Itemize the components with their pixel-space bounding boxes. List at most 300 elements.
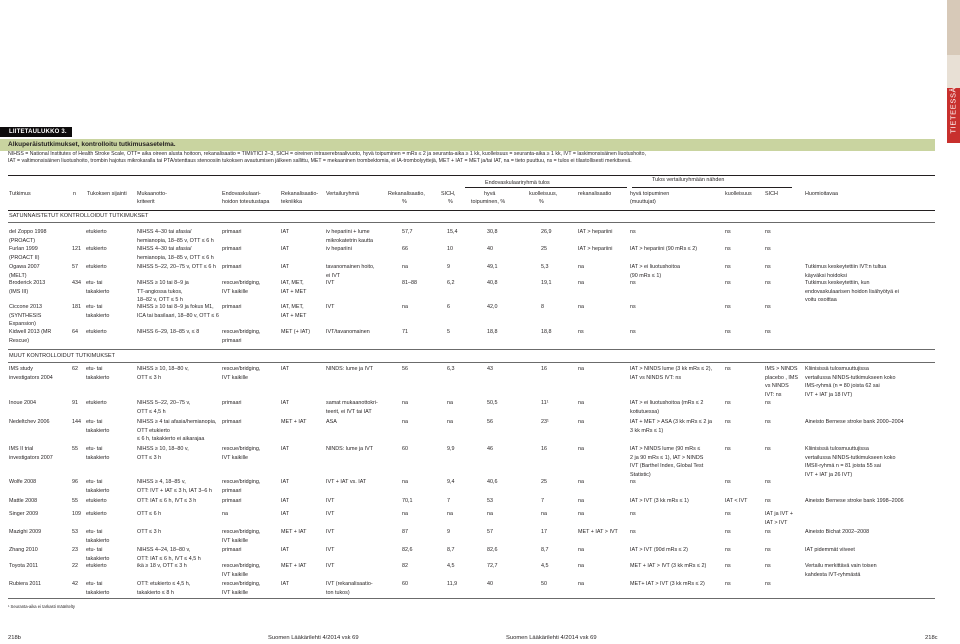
- cell-good-pct: 30,8: [487, 229, 498, 235]
- section-randomized: SATUNNAISTETUT KONTROLLOIDUT TUTKIMUKSET: [9, 213, 149, 219]
- cell-compare-good: ns: [630, 329, 636, 335]
- cell-technique: MET (+ IAT): [281, 329, 311, 335]
- cell-compare-recan: na: [578, 304, 584, 310]
- cell-technique: MET + IAT: [281, 529, 307, 535]
- header-top-rule: [8, 175, 935, 176]
- cell-sich-pct: 7: [447, 498, 450, 504]
- cell-compare-sich: ns: [765, 329, 771, 335]
- cell-sich-pct: 10: [447, 246, 453, 252]
- cell-compare-recan: IAT > hepariini: [578, 229, 613, 235]
- cell-recan-pct: 82: [402, 563, 408, 569]
- cell-study: Nedeltchev 2006: [9, 419, 50, 425]
- col-tech: Rekanalisaatio- tekniikka: [281, 191, 319, 205]
- cell-compare-recan: na: [578, 419, 584, 425]
- cell-notes: Tutkimus keskeytettiin IVT:n tultua käyväksi hoidoksi: [805, 264, 887, 279]
- cell-mort-pct: 8: [541, 304, 544, 310]
- series-tag: LIITETAULUKKO 3.: [0, 127, 72, 137]
- cell-mort-pct: 50: [541, 581, 547, 587]
- cell-compare-recan: na: [578, 479, 584, 485]
- cell-compare-mort: ns: [725, 419, 731, 425]
- cell-mort-pct: 11¹: [541, 400, 549, 406]
- cell-compare-good: IAT > ei liuotushoitoa (90 mRs ≤ 1): [630, 264, 680, 279]
- cell-compare-sich: IMS > NINDS placebo , IMS vs NINDS IVT: ns: [765, 366, 798, 398]
- cell-study: Inoue 2004: [9, 400, 36, 406]
- col-criteria: Mukaanotto- kriteerit: [137, 191, 167, 205]
- cell-good-pct: 82,6: [487, 547, 498, 553]
- cell-sich-pct: 15,4: [447, 229, 458, 235]
- cell-compare-good: ns: [630, 511, 636, 517]
- cell-compare-sich: ns: [765, 581, 771, 587]
- cell-notes: Aineisto Bernese stroke bank 2000–2004: [805, 419, 904, 425]
- cell-study: Toyota 2011: [9, 563, 38, 569]
- cell-technique: IAT: [281, 264, 289, 270]
- cell-endo: rescue/bridging, IVT kaikille: [222, 280, 261, 295]
- cell-compare-recan: IAT > hepariini: [578, 246, 613, 252]
- cell-n: 57: [72, 264, 78, 270]
- cell-n: 22: [72, 563, 78, 569]
- cell-sich-pct: 6,3: [447, 366, 455, 372]
- group-compare: Tulos vertailuryhmään nähden: [652, 177, 725, 183]
- cell-study: Mazighi 2009: [9, 529, 42, 535]
- cell-compare-good: ns: [630, 529, 636, 535]
- cell-technique: IAT: [281, 246, 289, 252]
- cell-criteria: OTT ≤ 6 h: [137, 511, 162, 517]
- cell-compare-sich: ns: [765, 400, 771, 406]
- cell-good-pct: 50,5: [487, 400, 498, 406]
- cell-mort-pct: 16: [541, 366, 547, 372]
- cell-sich-pct: 6,2: [447, 280, 455, 286]
- cell-notes: IAT pidemmät viiveet: [805, 547, 855, 553]
- cell-site: etukierto: [86, 264, 107, 270]
- cell-criteria: ikä ≥ 18 v, OTT ≤ 3 h: [137, 563, 187, 569]
- cell-control: iv hepariini + lume mikrokatetrin kautta: [326, 229, 374, 244]
- cell-compare-sich: IAT ja IVT + IAT > IVT: [765, 511, 794, 526]
- cell-criteria: OTT ≤ 3 h: [137, 529, 162, 535]
- cell-compare-good: IAT + MET > ASA (3 kk mRs ≤ 2 ja 3 kk mRs ≤ 1): [630, 419, 713, 434]
- cell-technique: IAT: [281, 498, 289, 504]
- cell-recan-pct: 60: [402, 581, 408, 587]
- cell-good-pct: 40: [487, 581, 493, 587]
- cell-compare-mort: ns: [725, 529, 731, 535]
- cell-criteria: NIHSS 4–30 tai afasia/ hemianopia, 18–85 v, OTT ≤ 6 h: [137, 246, 214, 261]
- col-mort: kuolleisuus, %: [529, 191, 558, 205]
- cell-criteria: NIHSS 4–24, 18–80 v, OTT: IAT ≤ 6 h, IVT ≤ 4,5 h: [137, 547, 201, 562]
- cell-criteria: OTT: IAT ≤ 6 h, IVT ≤ 3 h: [137, 498, 197, 504]
- cell-technique: IAT: [281, 547, 289, 553]
- cell-recan-pct: 71: [402, 329, 408, 335]
- cell-mort-pct: 25: [541, 246, 547, 252]
- cell-mort-pct: 16: [541, 446, 547, 452]
- abbreviations: [8, 151, 923, 165]
- journal-left: Suomen Lääkärilehti 4/2014 vsk 69: [268, 635, 359, 641]
- cell-compare-mort: ns: [725, 280, 731, 286]
- cell-compare-good: IAT > IVT (3 kk mRs ≤ 1): [630, 498, 689, 504]
- cell-technique: IAT: [281, 581, 289, 587]
- cell-control: iv hepariini: [326, 246, 352, 252]
- table-bottom-rule: [8, 598, 935, 599]
- cell-recan-pct: 81–88: [402, 280, 417, 286]
- side-label: TIETEESSÄ: [948, 86, 958, 134]
- col-c-good: hyvä toipuminen (muuttujat): [630, 191, 670, 205]
- cell-n: 121: [72, 246, 81, 252]
- cell-study: Ogawa 2007 (MELT): [9, 264, 40, 279]
- cell-good-pct: 57: [487, 529, 493, 535]
- cell-mort-pct: 26,9: [541, 229, 552, 235]
- cell-endo: primaari: [222, 498, 242, 504]
- cell-compare-mort: ns: [725, 400, 731, 406]
- col-notes: Huomioitavaa: [805, 191, 838, 197]
- section-nonrandomized-rule: [8, 362, 935, 363]
- cell-control: NINDS: lume ja IVT: [326, 366, 374, 372]
- cell-endo: na: [222, 511, 228, 517]
- cell-compare-mort: ns: [725, 329, 731, 335]
- cell-compare-good: IAT > NINDS lume (90 mRs ≤ 2 ja 90 mRs ≤ 1), IAT > NINDS IVT (Barthel Index, Global Test Statistic): [630, 446, 704, 478]
- cell-site: etu- tai takakierto: [86, 547, 110, 562]
- cell-good-pct: na: [487, 511, 493, 517]
- cell-technique: IAT: [281, 229, 289, 235]
- cell-n: 53: [72, 529, 78, 535]
- cell-control: IVT: [326, 498, 335, 504]
- cell-good-pct: 49,1: [487, 264, 498, 270]
- cell-compare-good: IAT > NINDS lume (3 kk mRs ≤ 2), IAT vs NINDS IVT: ns: [630, 366, 712, 381]
- cell-site: etu- tai takakierto: [86, 366, 110, 381]
- cell-compare-sich: ns: [765, 229, 771, 235]
- cell-sich-pct: 9: [447, 529, 450, 535]
- cell-study: Mattle 2008: [9, 498, 38, 504]
- cell-n: 109: [72, 511, 81, 517]
- cell-control: IVT: [326, 529, 335, 535]
- cell-compare-sich: ns: [765, 563, 771, 569]
- cell-compare-recan: na: [578, 280, 584, 286]
- footnote: ¹ Seuranta-aika ei tarkasti määritelty: [8, 604, 76, 609]
- cell-notes: Kliinisissä tulosmuuttujissa vertailussa NINDS-tutkimukseen koko IMSII-ryhmä n = 81 joista 55 sai IVT + IAT ja 26 IVT): [805, 446, 896, 478]
- cell-study: del Zoppo 1998 (PROACT): [9, 229, 47, 244]
- col-endo: Endovaskulaari- hoidon toteutustapa: [222, 191, 270, 205]
- cell-compare-sich: ns: [765, 446, 771, 452]
- cell-n: 434: [72, 280, 81, 286]
- cell-compare-sich: ns: [765, 498, 771, 504]
- cell-sich-pct: 8,7: [447, 547, 455, 553]
- cell-sich-pct: na: [447, 419, 453, 425]
- cell-sich-pct: na: [447, 400, 453, 406]
- cell-study: Broderick 2013 (IMS III): [9, 280, 46, 295]
- cell-endo: rescue/bridging, IVT kaikille: [222, 529, 261, 544]
- col-c-sich: SICH: [765, 191, 778, 197]
- cell-compare-sich: ns: [765, 547, 771, 553]
- cell-mort-pct: na: [541, 511, 547, 517]
- cell-compare-sich: ns: [765, 246, 771, 252]
- cell-criteria: OTT: etukierto ≤ 4,5 h, takakierto ≤ 8 h: [137, 581, 191, 596]
- cell-compare-mort: ns: [725, 366, 731, 372]
- cell-compare-good: MET+ IAT > IVT (3 kk mRs ≤ 2): [630, 581, 705, 587]
- cell-compare-recan: na: [578, 547, 584, 553]
- cell-mort-pct: 4,5: [541, 563, 549, 569]
- cell-compare-sich: ns: [765, 264, 771, 270]
- cell-control: IVT/tavanomainen: [326, 329, 370, 335]
- cell-notes: Tutkimus keskeytettiin, kun endovaskulaarisen hoidon lisähyötyä ei voitu osoittaa: [805, 280, 899, 304]
- col-site: Tukoksen sijainti: [87, 191, 127, 197]
- cell-recan-pct: 56: [402, 366, 408, 372]
- cell-control: IVT: [326, 304, 335, 310]
- cell-n: 91: [72, 400, 78, 406]
- cell-criteria: NIHSS ≥ 10 tai 8–9 ja fokus M1, ICA tai basilaari, 18–80 v, OTT ≤ 6: [137, 304, 219, 319]
- cell-compare-mort: ns: [725, 547, 731, 553]
- cell-compare-mort: ns: [725, 264, 731, 270]
- cell-endo: rescue/bridging, IVT kaikille: [222, 581, 261, 596]
- cell-compare-good: IAT > ei liuotushoitoa (mRs ≤ 2 kotiutuessa): [630, 400, 704, 415]
- cell-site: etukierto: [86, 329, 107, 335]
- cell-endo: primaari: [222, 419, 242, 425]
- cell-site: etu- tai takakierto: [86, 419, 110, 434]
- cell-technique: IAT: [281, 446, 289, 452]
- cell-site: etukierto: [86, 229, 107, 235]
- cell-endo: rescue/bridging, IVT kaikille: [222, 563, 261, 578]
- cell-control: NINDS: lume ja IVT: [326, 446, 374, 452]
- cell-compare-sich: ns: [765, 479, 771, 485]
- cell-compare-recan: na: [578, 563, 584, 569]
- header-bottom-rule: [8, 210, 935, 211]
- cell-good-pct: 18,8: [487, 329, 498, 335]
- cell-mort-pct: 8,7: [541, 547, 549, 553]
- cell-study: Wolfe 2008: [9, 479, 37, 485]
- cell-compare-mort: ns: [725, 446, 731, 452]
- cell-compare-mort: ns: [725, 563, 731, 569]
- cell-compare-good: IAT > IVT (90d mRs ≤ 2): [630, 547, 688, 553]
- cell-endo: rescue/bridging, IVT kaikille: [222, 446, 261, 461]
- cell-n: 23: [72, 547, 78, 553]
- cell-site: etukierto: [86, 246, 107, 252]
- page-number-left: 218b: [8, 635, 21, 641]
- cell-criteria: NIHSS 4–30 tai afasia/ hemianopia, 18–85 v, OTT ≤ 6 h: [137, 229, 214, 244]
- cell-control: IVT: [326, 280, 335, 286]
- cell-n: 55: [72, 446, 78, 452]
- cell-compare-recan: na: [578, 446, 584, 452]
- cell-compare-good: IAT > hepariini (90 mRs ≤ 2): [630, 246, 698, 252]
- cell-control: IVT: [326, 563, 335, 569]
- cell-study: Rubiera 2011: [9, 581, 41, 587]
- cell-endo: primaari: [222, 400, 242, 406]
- abbreviation-line: NIHSS = National Institutes of Health Stroke Scale, OTT= aika oireen alusta hoitoon, rekanalisaatio = TIMI/TICI 2–3, SICH = oireinen intraserebraalivuoto, hyvä toipuminen = mRs ≤ 2 ja seuranta-aika ≥ 1 kk, kuolleisuus = seuranta-aika ≥ 1 kk, IVT = laskimonsisäinen liuotushoito,: [8, 151, 646, 157]
- cell-control: samat mukaanottokri- teerit, ei IVT tai IAT: [326, 400, 378, 415]
- side-stripe-top: [947, 0, 960, 55]
- cell-compare-recan: MET + IAT > IVT: [578, 529, 618, 535]
- cell-sich-pct: 11,9: [447, 581, 458, 587]
- cell-recan-pct: 60: [402, 446, 408, 452]
- cell-good-pct: 56: [487, 419, 493, 425]
- cell-compare-good: ns: [630, 280, 636, 286]
- cell-site: etu- tai takakierto: [86, 446, 110, 461]
- cell-mort-pct: 19,1: [541, 280, 552, 286]
- cell-compare-recan: ns: [578, 329, 584, 335]
- cell-criteria: NIHSS 5–22, 20–75 v, OTT ≤ 6 h: [137, 264, 216, 270]
- cell-control: tavanomainen hoito, ei IVT: [326, 264, 375, 279]
- cell-site: etukierto: [86, 563, 107, 569]
- col-c-mort: kuolleisuus: [725, 191, 752, 197]
- cell-n: 55: [72, 498, 78, 504]
- cell-criteria: NIHSS 6–29, 18–85 v, ≤ 8: [137, 329, 200, 335]
- section-nonrandomized: MUUT KONTROLLOIDUT TUTKIMUKSET: [9, 353, 115, 359]
- cell-compare-mort: ns: [725, 581, 731, 587]
- cell-n: 96: [72, 479, 78, 485]
- cell-good-pct: 46: [487, 446, 493, 452]
- cell-study: IMS study investigators 2004: [9, 366, 53, 381]
- col-study: Tutkimus: [9, 191, 31, 197]
- cell-recan-pct: na: [402, 511, 408, 517]
- cell-control: IVT (rekanalisaatio- ton tukos): [326, 581, 373, 596]
- cell-sich-pct: 5: [447, 329, 450, 335]
- cell-good-pct: 40: [487, 246, 493, 252]
- cell-notes: Vertailu merkittävä vain toisen kahdesta IVT-ryhmästä: [805, 563, 877, 578]
- cell-endo: rescue/bridging, primaari: [222, 329, 261, 344]
- group-endovascular: Endovaskulaariryhmä tulos: [485, 180, 550, 186]
- journal-right: Suomen Lääkärilehti 4/2014 vsk 69: [506, 635, 597, 641]
- abbreviation-line: IAT = valtimonsisäinen liuotushoito, trombin hajotus mikrokaralla tai PTA/stenttaus stenoosiin tukoksen avautumisen jälkeen sallittu, MET = mekaaninen trombektomia, ei IA-trombolyyttejä, MET + IAT = MET ja/tai IAT, na = tieto puuttuu, ns = tulos ei tilastollisesti merkitsevä.: [8, 158, 632, 165]
- cell-technique: IAT: [281, 400, 289, 406]
- cell-site: etu- tai takakierto: [86, 529, 110, 544]
- cell-site: etukierto: [86, 400, 107, 406]
- cell-recan-pct: 66: [402, 246, 408, 252]
- cell-compare-good: ns: [630, 304, 636, 310]
- cell-mort-pct: 7: [541, 498, 544, 504]
- cell-recan-pct: na: [402, 400, 408, 406]
- cell-sich-pct: 4,5: [447, 563, 455, 569]
- cell-sich-pct: 6: [447, 304, 450, 310]
- cell-technique: MET + IAT: [281, 419, 307, 425]
- cell-recan-pct: na: [402, 304, 408, 310]
- cell-endo: rescue/bridging, primaari: [222, 479, 261, 494]
- cell-endo: primaari: [222, 229, 242, 235]
- cell-study: Furlan 1999 (PROACT II): [9, 246, 40, 261]
- cell-recan-pct: na: [402, 419, 408, 425]
- cell-control: IVT + IAT vs. IAT: [326, 479, 367, 485]
- cell-site: etukierto: [86, 498, 107, 504]
- cell-notes: Aineisto Bichat 2002–2008: [805, 529, 870, 535]
- cell-compare-sich: ns: [765, 304, 771, 310]
- cell-compare-sich: ns: [765, 280, 771, 286]
- cell-compare-mort: ns: [725, 229, 731, 235]
- cell-compare-mort: ns: [725, 304, 731, 310]
- cell-endo: primaari: [222, 264, 242, 270]
- cell-technique: MET + IAT: [281, 563, 307, 569]
- cell-good-pct: 53: [487, 498, 493, 504]
- cell-endo: primaari: [222, 547, 242, 553]
- cell-sich-pct: na: [447, 511, 453, 517]
- col-n: n: [73, 191, 76, 197]
- group-rule-compare: [632, 187, 792, 188]
- cell-site: etukierto: [86, 511, 107, 517]
- cell-site: etu- tai takakierto: [86, 581, 110, 596]
- cell-good-pct: 40,6: [487, 479, 498, 485]
- cell-criteria: NIHSS ≥ 10, 18–80 v, OTT ≤ 3 h: [137, 366, 189, 381]
- col-control: Vertailuryhmä: [326, 191, 359, 197]
- cell-recan-pct: 87: [402, 529, 408, 535]
- cell-technique: IAT, MET, IAT + MET: [281, 304, 307, 319]
- cell-compare-good: MET + IAT > IVT (3 kk mRs ≤ 2): [630, 563, 707, 569]
- cell-sich-pct: 9,4: [447, 479, 455, 485]
- cell-recan-pct: 57,7: [402, 229, 413, 235]
- cell-mort-pct: 5,3: [541, 264, 549, 270]
- cell-notes: Kliinisissä tulosmuuttujissa vertailussa NINDS-tutkimukseen koko IMS-ryhmä (n = 80 joista 62 sai IVT + IAT ja 18 IVT): [805, 366, 896, 398]
- cell-compare-recan: na: [578, 581, 584, 587]
- cell-n: 181: [72, 304, 81, 310]
- cell-study: Singer 2009: [9, 511, 39, 517]
- cell-compare-mort: ns: [725, 479, 731, 485]
- cell-compare-sich: ns: [765, 419, 771, 425]
- cell-compare-mort: ns: [725, 246, 731, 252]
- cell-mort-pct: 23¹: [541, 419, 549, 425]
- col-recan: Rekanalisaatio, %: [388, 191, 425, 205]
- cell-technique: IAT: [281, 511, 289, 517]
- cell-good-pct: 43: [487, 366, 493, 372]
- cell-n: 62: [72, 366, 78, 372]
- cell-technique: IAT, MET, IAT + MET: [281, 280, 307, 295]
- cell-compare-recan: na: [578, 366, 584, 372]
- cell-criteria: NIHSS 5–22, 20–75 v, OTT ≤ 4,5 h: [137, 400, 191, 415]
- cell-n: 144: [72, 419, 81, 425]
- cell-control: IVT: [326, 511, 335, 517]
- cell-mort-pct: 25: [541, 479, 547, 485]
- cell-study: Kidwell 2013 (MR Rescue): [9, 329, 52, 344]
- cell-good-pct: 72,7: [487, 563, 498, 569]
- group-rule-endo: [465, 187, 627, 188]
- cell-compare-recan: na: [578, 498, 584, 504]
- cell-study: IMS II trial investigators 2007: [9, 446, 53, 461]
- cell-compare-mort: ns: [725, 511, 731, 517]
- cell-site: etu- tai takakierto: [86, 304, 110, 319]
- cell-mort-pct: 18,8: [541, 329, 552, 335]
- cell-notes: Aineisto Bernese stroke bank 1998–2006: [805, 498, 904, 504]
- cell-technique: IAT: [281, 366, 289, 372]
- cell-compare-recan: na: [578, 400, 584, 406]
- cell-compare-recan: na: [578, 511, 584, 517]
- cell-sich-pct: 9: [447, 264, 450, 270]
- cell-mort-pct: 17: [541, 529, 547, 535]
- col-sich: SICH, %: [441, 191, 456, 205]
- cell-compare-good: ns: [630, 229, 636, 235]
- cell-site: etu- tai takakierto: [86, 280, 110, 295]
- cell-n: 42: [72, 581, 78, 587]
- cell-good-pct: 40,8: [487, 280, 498, 286]
- cell-criteria: NIHSS ≥ 4 tai afasia/hemianopia, OTT etukierto ≤ 6 h, takakierto ei aikarajaa: [137, 419, 217, 443]
- cell-good-pct: 42,0: [487, 304, 498, 310]
- cell-criteria: NIHSS ≥ 4, 18–85 v, OTT: IVT + IAT ≤ 3 h, IAT 3–6 h: [137, 479, 212, 494]
- cell-study: Ciccone 2013 (SYNTHESIS Expansion): [9, 304, 42, 328]
- cell-technique: IAT: [281, 479, 289, 485]
- page-number-right: 218c: [925, 635, 938, 641]
- section-title: Alkuperäistutkimukset, kontrolloitu tutkimusasetelma.: [8, 141, 176, 148]
- cell-criteria: NIHSS ≥ 10, 18–80 v, OTT ≤ 3 h: [137, 446, 189, 461]
- cell-study: Zhang 2010: [9, 547, 38, 553]
- col-c-recan: rekanalisaatio: [578, 191, 612, 197]
- cell-control: IVT: [326, 547, 335, 553]
- cell-criteria: NIHSS ≥ 10 tai 8–9 ja TT-angiossa tukos, 18–82 v, OTT ≤ 5 h: [137, 280, 189, 304]
- cell-compare-mort: IAT < IVT: [725, 498, 748, 504]
- cell-sich-pct: 9,9: [447, 446, 455, 452]
- cell-compare-sich: ns: [765, 529, 771, 535]
- cell-n: 64: [72, 329, 78, 335]
- cell-compare-recan: na: [578, 264, 584, 270]
- cell-recan-pct: 70,1: [402, 498, 413, 504]
- section-randomized-rule: [8, 222, 935, 223]
- cell-site: etu- tai takakierto: [86, 479, 110, 494]
- cell-endo: primaari: [222, 304, 242, 310]
- cell-endo: rescue/bridging, IVT kaikille: [222, 366, 261, 381]
- cell-recan-pct: na: [402, 264, 408, 270]
- cell-recan-pct: 82,6: [402, 547, 413, 553]
- cell-control: ASA: [326, 419, 337, 425]
- section-divider: [8, 349, 935, 350]
- col-good: hyvä toipuminen, %: [471, 191, 506, 205]
